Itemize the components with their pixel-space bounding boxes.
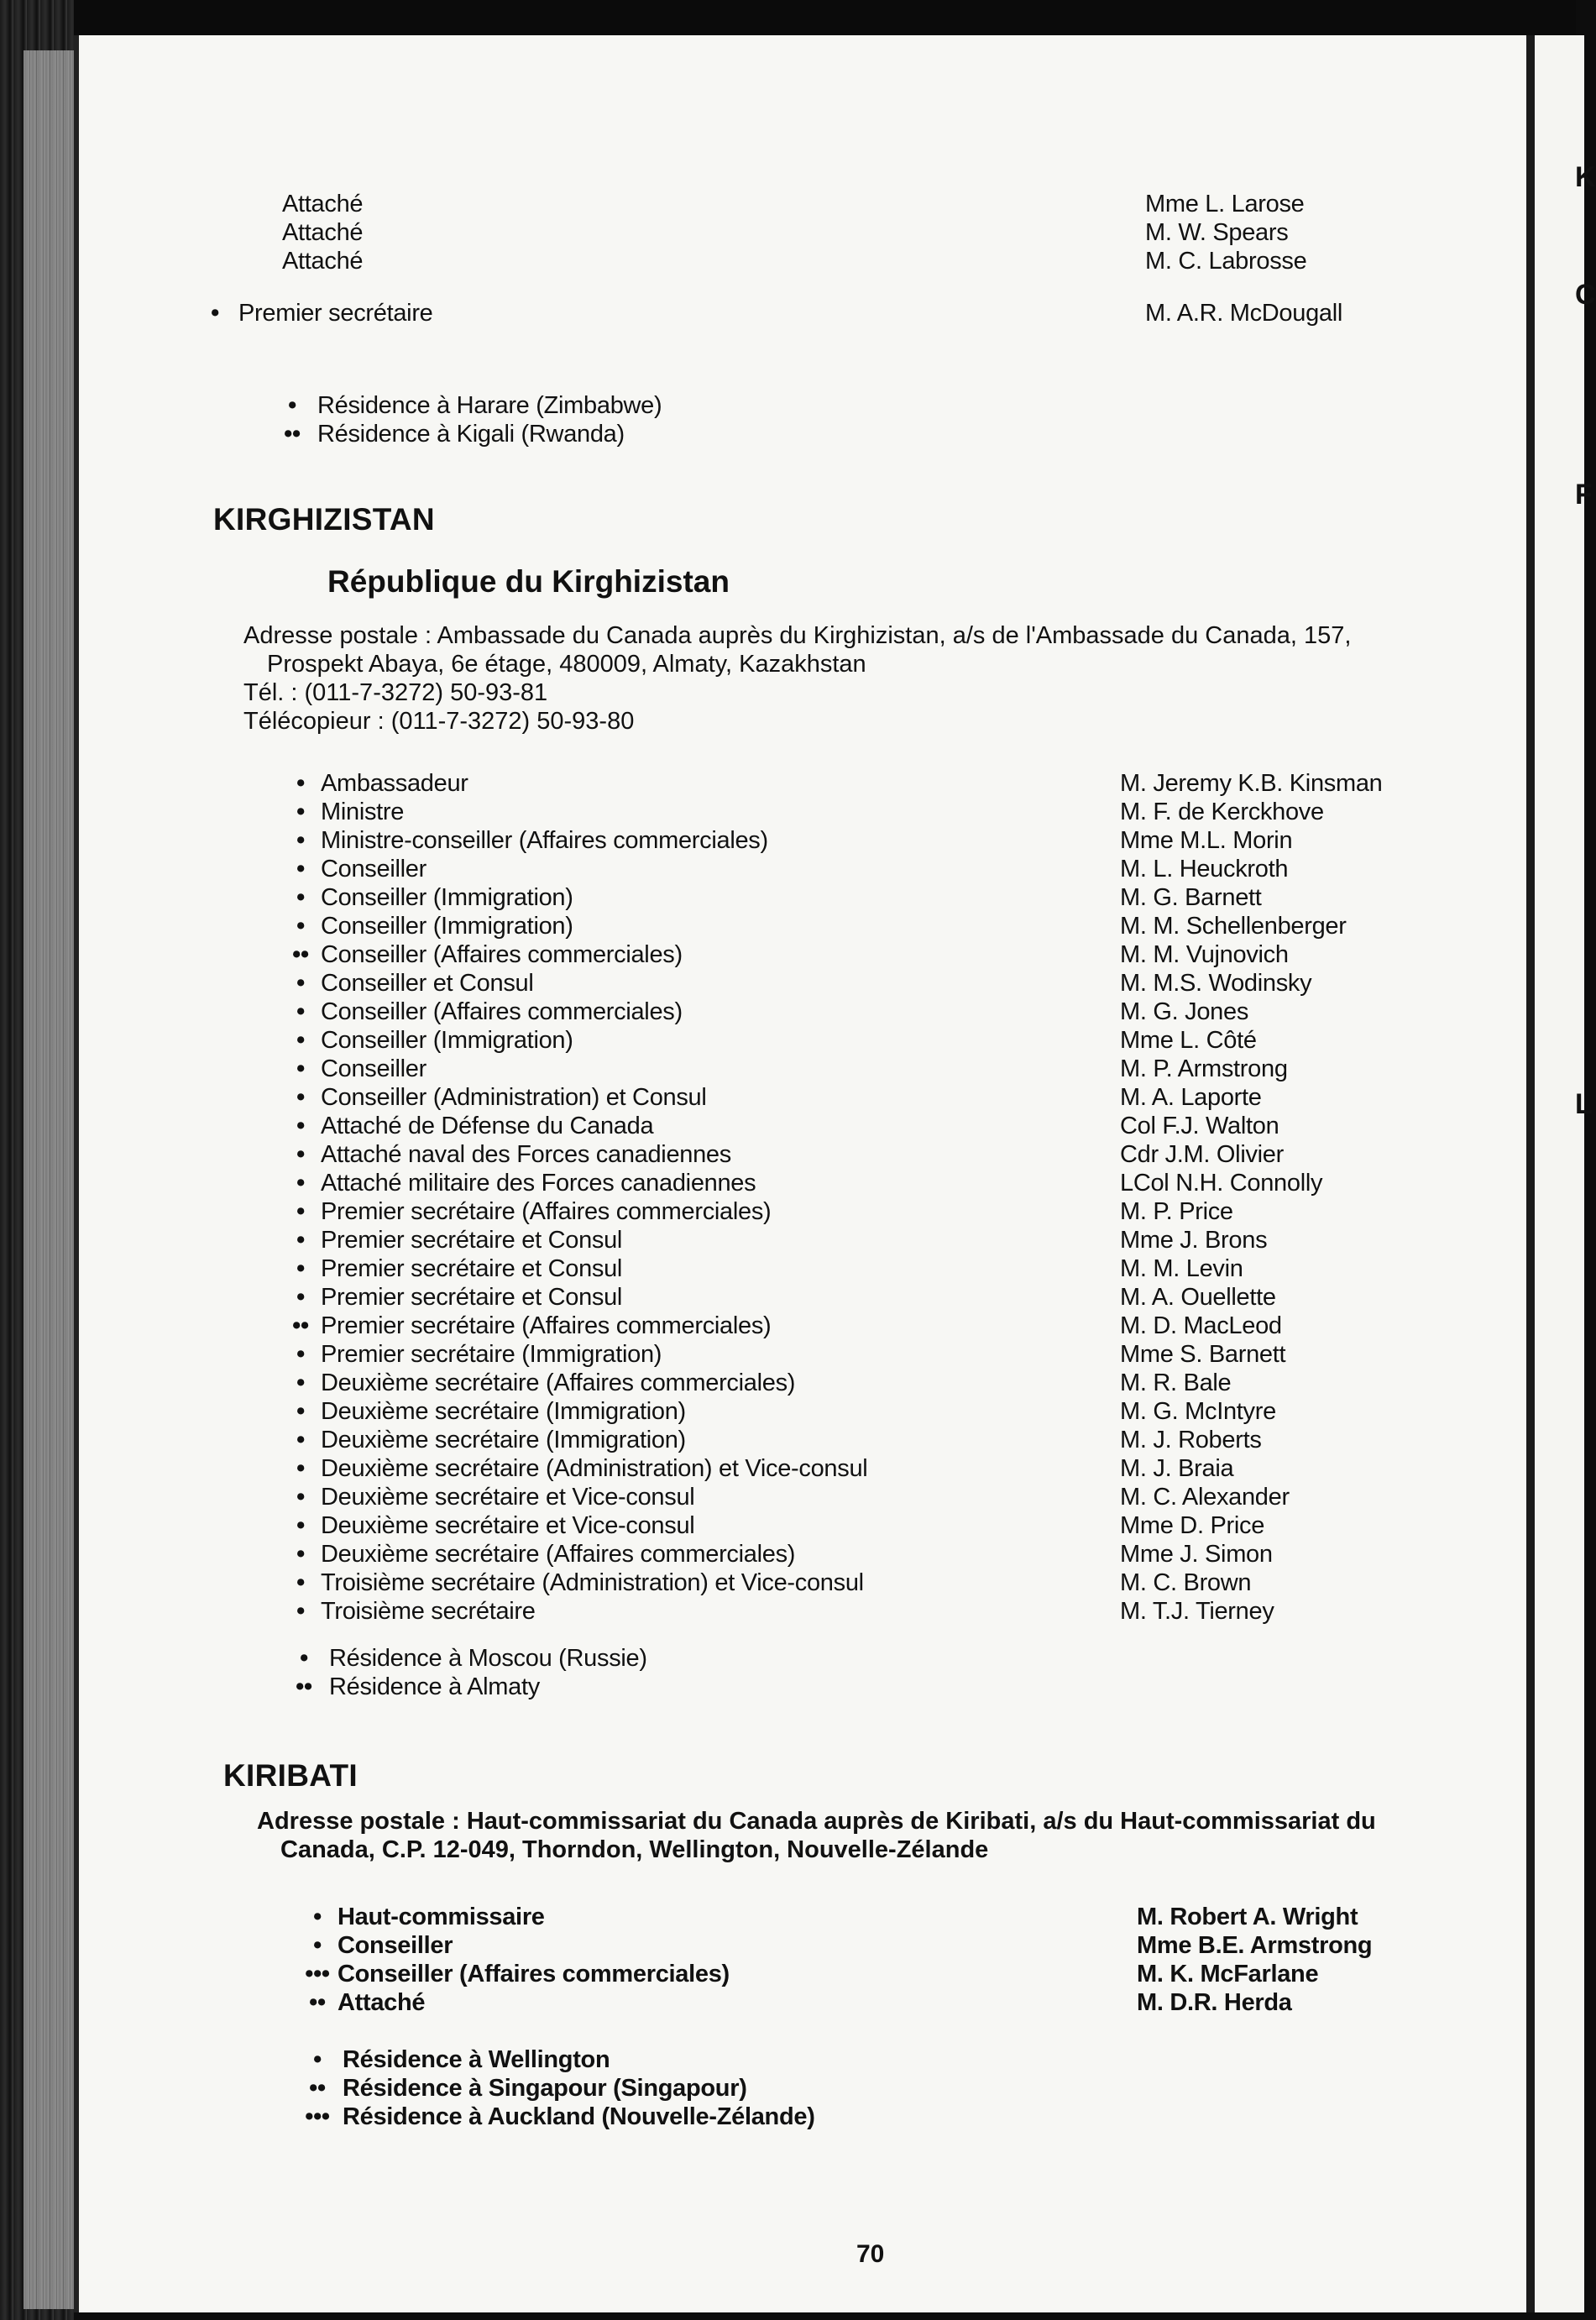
footnote-marker: • (296, 799, 305, 825)
staff-title: Ministre-conseiller (Affaires commerciales) (321, 827, 768, 854)
footnote-marker: • (296, 913, 305, 940)
staff-name: Col F.J. Walton (1120, 1113, 1279, 1139)
staff-title: Ministre (321, 799, 405, 825)
staff-row (235, 247, 1410, 275)
staff-title: Troisième secrétaire (Administration) et Vice-consul (321, 1569, 864, 1596)
footnote-marker: •• (292, 941, 309, 968)
staff-name: Mme J. Simon (1120, 1541, 1273, 1568)
staff-title: Conseiller (Administration) et Consul (321, 1084, 707, 1111)
footnote-marker: • (296, 1113, 305, 1139)
staff-name: M. W. Spears (1145, 219, 1289, 246)
staff-name: M. J. Roberts (1120, 1427, 1262, 1453)
staff-title: Premier secrétaire et Consul (321, 1284, 623, 1311)
staff-title: Attaché (338, 1989, 426, 2016)
adjacent-letter: L (1575, 1088, 1593, 1120)
staff-name: M. D. MacLeod (1120, 1312, 1282, 1339)
staff-name: M. C. Brown (1120, 1569, 1252, 1596)
staff-title: Conseiller (Immigration) (321, 884, 573, 911)
staff-title: Deuxième secrétaire (Immigration) (321, 1427, 686, 1453)
staff-row (284, 1454, 1459, 1483)
staff-name: Mme J. Brons (1120, 1227, 1268, 1254)
staff-title: Deuxième secrétaire et Vice-consul (321, 1484, 695, 1511)
staff-title: Haut-commissaire (338, 1904, 545, 1930)
footnote-marker: • (296, 998, 305, 1025)
staff-row (284, 1369, 1459, 1397)
footnote-marker: • (296, 1541, 305, 1568)
staff-title: Conseiller (321, 1055, 426, 1082)
staff-name: M. A. Laporte (1120, 1084, 1262, 1111)
staff-row (284, 1226, 1459, 1254)
footnote-marker: • (300, 1645, 308, 1672)
staff-row (284, 1026, 1459, 1055)
staff-row (284, 826, 1459, 855)
telephone: Tél. : (011-7-3272) 50-93-81 (243, 679, 548, 706)
footnote-marker: •• (309, 1989, 326, 2016)
staff-row (284, 1169, 1459, 1197)
staff-row (284, 1055, 1459, 1083)
footnote-marker: • (296, 1398, 305, 1425)
staff-name: Mme L. Côté (1120, 1027, 1257, 1054)
staff-name: M. C. Labrosse (1145, 248, 1307, 275)
staff-title: Attaché naval des Forces canadiennes (321, 1141, 731, 1168)
kiribati-staff-list (301, 1903, 1476, 2017)
staff-row (284, 940, 1459, 969)
staff-title: Attaché (282, 219, 364, 246)
staff-title: Conseiller (321, 856, 426, 882)
staff-name: Mme L. Larose (1145, 191, 1305, 217)
staff-row (284, 855, 1459, 883)
staff-name: M. A.R. McDougall (1145, 300, 1343, 327)
staff-name: M. P. Price (1120, 1198, 1233, 1225)
staff-name: M. C. Alexander (1120, 1484, 1290, 1511)
footnote-marker: • (296, 1598, 305, 1625)
staff-title: Conseiller (Immigration) (321, 913, 573, 940)
footnote-marker: • (296, 1170, 305, 1197)
footnote-marker: •• (292, 1312, 309, 1339)
footnote-marker: ••• (305, 1961, 330, 1987)
residence-text: Résidence à Kigali (Rwanda) (317, 421, 625, 448)
footnote-marker: • (313, 1904, 322, 1930)
residence-text: Résidence à Auckland (Nouvelle-Zélande) (343, 2103, 815, 2130)
staff-name: M. M. Schellenberger (1120, 913, 1347, 940)
footnote-marker: • (313, 2046, 322, 2073)
country-heading-kirghizistan: KIRGHIZISTAN (213, 502, 435, 537)
footnote-marker: • (296, 970, 305, 997)
address-line-2: Canada, C.P. 12-049, Thorndon, Wellington, Nouvelle-Zélande (280, 1836, 989, 1863)
staff-title: Attaché (282, 248, 364, 275)
staff-title: Attaché de Défense du Canada (321, 1113, 654, 1139)
residence-note (301, 2074, 1140, 2103)
staff-name: M. P. Armstrong (1120, 1055, 1288, 1082)
staff-name: M. T.J. Tierney (1120, 1598, 1274, 1625)
staff-row (284, 912, 1459, 940)
residence-text: Résidence à Harare (Zimbabwe) (317, 392, 662, 419)
footnote-marker: • (296, 1084, 305, 1111)
staff-name: Cdr J.M. Olivier (1120, 1141, 1284, 1168)
adjacent-letter: F (1575, 479, 1593, 511)
document-page (74, 35, 1531, 2312)
staff-name: M. G. Jones (1120, 998, 1249, 1025)
staff-row (235, 218, 1410, 247)
footnote-marker: • (296, 1255, 305, 1282)
residence-note (287, 1644, 1127, 1673)
footnote-marker: • (296, 1227, 305, 1254)
staff-row (284, 769, 1459, 798)
residence-text: Résidence à Wellington (343, 2046, 610, 2073)
staff-row (284, 1140, 1459, 1169)
staff-row (284, 1312, 1459, 1340)
staff-title: Attaché (282, 191, 364, 217)
footnote-marker: • (296, 1341, 305, 1368)
staff-name: M. A. Ouellette (1120, 1284, 1276, 1311)
adjacent-letter: C (1575, 279, 1596, 311)
residence-text: Résidence à Almaty (329, 1673, 540, 1700)
footnote-marker: • (296, 1484, 305, 1511)
kirghizistan-notes-list (287, 1644, 1127, 1701)
staff-row (284, 883, 1459, 912)
book-spine (0, 0, 74, 2320)
staff-name: M. F. de Kerckhove (1120, 799, 1324, 825)
country-subtitle: République du Kirghizistan (327, 564, 730, 599)
country-heading-kiribati: KIRIBATI (223, 1758, 358, 1793)
footnote-marker: • (296, 1455, 305, 1482)
residence-note (301, 2045, 1140, 2074)
staff-row (284, 969, 1459, 998)
staff-row (284, 1197, 1459, 1226)
staff-name: M. D.R. Herda (1137, 1989, 1292, 2016)
staff-name: M. K. McFarlane (1137, 1961, 1319, 1987)
staff-title: Deuxième secrétaire et Vice-consul (321, 1512, 695, 1539)
footnote-marker: • (313, 1932, 322, 1959)
residence-text: Résidence à Singapour (Singapour) (343, 2075, 747, 2102)
staff-row (284, 1483, 1459, 1511)
residence-note (275, 420, 1115, 448)
fax: Télécopieur : (011-7-3272) 50-93-80 (243, 708, 635, 735)
footnote-marker: • (211, 300, 219, 327)
staff-name: M. M. Vujnovich (1120, 941, 1289, 968)
kiribati-notes-list (301, 2045, 1140, 2131)
staff-name: M. Jeremy K.B. Kinsman (1120, 770, 1383, 797)
staff-row (284, 1540, 1459, 1568)
footnote-marker: •• (284, 421, 301, 448)
staff-title: Conseiller (Affaires commerciales) (338, 1961, 730, 1987)
staff-name: Mme D. Price (1120, 1512, 1265, 1539)
footnote-marker: • (296, 856, 305, 882)
staff-row (284, 1083, 1459, 1112)
staff-row (284, 1426, 1459, 1454)
staff-row (284, 1597, 1459, 1626)
staff-title: Conseiller et Consul (321, 970, 534, 997)
staff-row (284, 1397, 1459, 1426)
staff-title: Conseiller (Affaires commerciales) (321, 941, 683, 968)
staff-title: Attaché militaire des Forces canadiennes (321, 1170, 756, 1197)
staff-name: M. J. Braia (1120, 1455, 1234, 1482)
staff-row (301, 1931, 1476, 1960)
staff-title: Premier secrétaire (Affaires commerciales) (321, 1198, 772, 1225)
footnote-marker: • (296, 827, 305, 854)
adjacent-letter: K (1575, 161, 1596, 193)
page-number: 70 (856, 2240, 885, 2268)
staff-row (284, 998, 1459, 1026)
footnote-marker: • (296, 884, 305, 911)
staff-name: Mme M.L. Morin (1120, 827, 1293, 854)
staff-title: Conseiller (338, 1932, 453, 1959)
staff-name: Mme B.E. Armstrong (1137, 1932, 1373, 1959)
footnote-marker: • (296, 1512, 305, 1539)
footnote-marker: • (288, 392, 296, 419)
top-notes-list (275, 391, 1115, 448)
staff-row (284, 1568, 1459, 1597)
staff-row (301, 1988, 1476, 2017)
staff-name: M. M. Levin (1120, 1255, 1243, 1282)
staff-title: Conseiller (Affaires commerciales) (321, 998, 683, 1025)
footnote-marker: •• (296, 1673, 312, 1700)
address-line-2: Prospekt Abaya, 6e étage, 480009, Almaty, Kazakhstan (267, 651, 866, 678)
staff-row (284, 1340, 1459, 1369)
staff-title: Ambassadeur (321, 770, 468, 797)
residence-note (275, 391, 1115, 420)
footnote-marker: • (296, 1369, 305, 1396)
staff-title: Deuxième secrétaire (Affaires commerciales) (321, 1369, 796, 1396)
staff-title: Conseiller (Immigration) (321, 1027, 573, 1054)
kirghizistan-address (243, 621, 1351, 736)
residence-note (287, 1673, 1127, 1701)
kiribati-address (257, 1807, 1376, 1864)
address-line-1: Adresse postale : Haut-commissariat du Canada auprès de Kiribati, a/s du Haut-commissariat du (257, 1808, 1376, 1835)
footnote-marker: • (296, 1284, 305, 1311)
staff-row (284, 1283, 1459, 1312)
staff-name: M. R. Bale (1120, 1369, 1232, 1396)
residence-text: Résidence à Moscou (Russie) (329, 1645, 647, 1672)
footnote-marker: • (296, 1427, 305, 1453)
footnote-marker: • (296, 1141, 305, 1168)
staff-row (284, 1511, 1459, 1540)
staff-row (235, 190, 1410, 218)
staff-title: Deuxième secrétaire (Affaires commerciales) (321, 1541, 796, 1568)
staff-row (211, 299, 1410, 327)
staff-row (301, 1960, 1476, 1988)
staff-name: M. G. McIntyre (1120, 1398, 1276, 1425)
staff-name: Mme S. Barnett (1120, 1341, 1286, 1368)
staff-name: M. Robert A. Wright (1137, 1904, 1358, 1930)
footnote-marker: • (296, 1055, 305, 1082)
staff-row (284, 798, 1459, 826)
staff-title: Premier secrétaire (Immigration) (321, 1341, 662, 1368)
staff-row (284, 1254, 1459, 1283)
residence-note (301, 2103, 1140, 2131)
footnote-marker: •• (309, 2075, 326, 2102)
staff-name: M. M.S. Wodinsky (1120, 970, 1312, 997)
footnote-marker: ••• (305, 2103, 330, 2130)
staff-title: Premier secrétaire (Affaires commerciales) (321, 1312, 772, 1339)
staff-title: Premier secrétaire (238, 300, 433, 327)
footnote-marker: • (296, 1027, 305, 1054)
staff-title: Deuxième secrétaire (Immigration) (321, 1398, 686, 1425)
staff-name: M. G. Barnett (1120, 884, 1262, 911)
kirghizistan-staff-list (284, 769, 1459, 1626)
adjacent-page-edge (1526, 35, 1596, 2312)
staff-name: M. L. Heuckroth (1120, 856, 1289, 882)
footnote-marker: • (296, 1569, 305, 1596)
scan-top-edge (0, 0, 1576, 35)
staff-row (284, 1112, 1459, 1140)
address-line-1: Adresse postale : Ambassade du Canada auprès du Kirghizistan, a/s de l'Ambassade du Canada, 157, (243, 622, 1352, 649)
footnote-marker: • (296, 770, 305, 797)
staff-title: Deuxième secrétaire (Administration) et Vice-consul (321, 1455, 868, 1482)
staff-title: Troisième secrétaire (321, 1598, 536, 1625)
footnote-marker: • (296, 1198, 305, 1225)
staff-row (301, 1903, 1476, 1931)
staff-name: LCol N.H. Connolly (1120, 1170, 1323, 1197)
staff-title: Premier secrétaire et Consul (321, 1255, 623, 1282)
staff-title: Premier secrétaire et Consul (321, 1227, 623, 1254)
